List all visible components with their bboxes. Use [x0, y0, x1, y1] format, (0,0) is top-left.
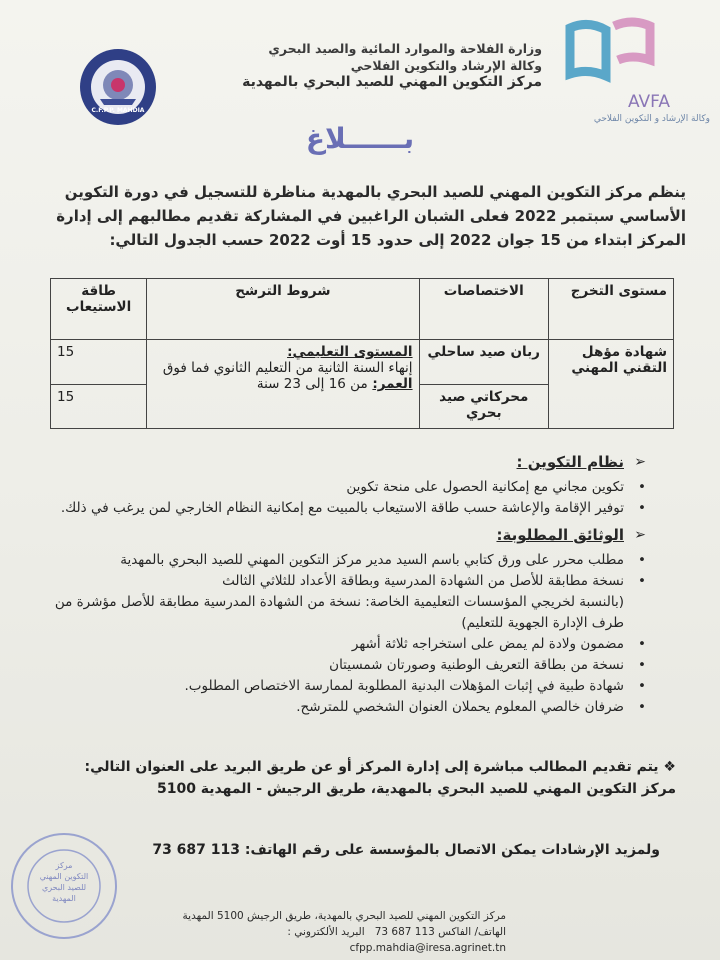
- stamp-line: التكوين المهني: [39, 872, 89, 881]
- header-conditions: شروط الترشح: [147, 279, 419, 340]
- stamp-line: للصيد البحري: [41, 883, 87, 892]
- ministry-name: وزارة الفلاحة والموارد المائية والصيد البحري: [268, 41, 542, 56]
- capacity-item: 15: [57, 344, 75, 360]
- list-item: • شهادة طبية في إثبات المؤهلات البدنية المطلوبة لممارسة الاختصاص المطلوب.: [184, 678, 646, 694]
- edu-label: المستوى التعليمي:: [287, 344, 413, 360]
- contact-line: [60, 842, 660, 858]
- header-capacity: طاقة الاستيعاب: [51, 279, 147, 340]
- list-item: • مضمون ولادة لم يمض على استخراجه ثلاثة أشهر: [351, 636, 646, 652]
- list-item: • توفير الإقامة والإعاشة حسب طاقة الاستيعاب بالمبيت مع إمكانية النظام الخارجي لمن يرغب في ذلك.: [60, 500, 646, 516]
- cell-conditions: [147, 340, 419, 429]
- footer-email: cfpp.mahdia@iresa.agrinet.tn: [349, 942, 506, 954]
- footer-contacts: [176, 924, 506, 956]
- capacity-item: 15: [51, 384, 146, 428]
- documents-section-title: ➢ الوثائق المطلوبة:: [496, 526, 646, 544]
- cell-specialties: [419, 340, 548, 429]
- training-section-title: ➢ نظام التكوين :: [516, 453, 646, 471]
- stamp-line: المهدية: [52, 894, 76, 903]
- arrow-icon: ➢: [634, 454, 646, 470]
- avfa-logo-subtitle: وكالة الإرشاد و التكوين الفلاحي: [593, 114, 710, 124]
- center-name: مركز التكوين المهني للصيد البحري بالمهدية: [242, 74, 542, 90]
- avfa-logo: [540, 14, 710, 129]
- programs-table: [50, 278, 674, 429]
- cell-level: شهادة مؤهل التقني المهني: [548, 340, 673, 429]
- list-item: • تكوين مجاني مع إمكانية الحصول على منحة تكوين: [346, 479, 646, 495]
- documents-list: [24, 550, 646, 718]
- agency-name: وكالة الإرشاد والتكوين الفلاحي: [350, 58, 542, 73]
- submission-block: [36, 756, 676, 800]
- edu-value: إنهاء السنة الثانية من التعليم الثانوي فما فوق: [162, 360, 413, 376]
- stamp-line: مركز: [55, 861, 73, 870]
- footer: [176, 908, 506, 956]
- specialty-item: محركاتي صيد بحري: [420, 384, 548, 428]
- contact-phone: 73 687 113: [152, 842, 241, 858]
- documents-note: (بالنسبة لخريجي المؤسسات التعليمية الخاصة: نسخة من الشهادة المدرسية مطابقة للأصل مؤشرة من طرف الإدارة الجهوية للتعليم): [54, 594, 624, 631]
- contact-label: ولمزيد الإرشادات يمكن الاتصال بالمؤسسة على رقم الهاتف:: [244, 842, 660, 858]
- diamond-icon: ❖: [658, 759, 676, 775]
- submission-line: ❖ يتم تقديم المطالب مباشرة إلى إدارة المركز أو عن طريق البريد على العنوان التالي:: [84, 759, 676, 775]
- list-item: • نسخة من بطاقة التعريف الوطنية وصورتان شمسيتان: [329, 657, 646, 673]
- intro-paragraph: ينظم مركز التكوين المهني للصيد البحري بالمهدية مناظرة للتسجيل في دورة التكوين الأساسي سبتمبر 2022 فعلى الشبان الراغبين في المشاركة تقديم مطالبهم إلى إدارة المركز ابتداء من 15 جوان 2022 إلى حدود 15 أوت 2022 حسب الجدول التالي:: [56, 183, 686, 249]
- table-header-row: [51, 279, 674, 340]
- table-row: [51, 340, 674, 429]
- seal-caption: C.F.P.P. MAHDIA: [91, 107, 145, 114]
- arrow-icon: ➢: [634, 527, 646, 543]
- body-sections: [24, 452, 646, 724]
- list-item: • نسخة مطابقة للأصل من الشهادة المدرسية وبطاقة الأعداد للثلاثي الثالث: [222, 573, 646, 589]
- submission-address: مركز التكوين المهني للصيد البحري بالمهدية، طريق الرجيش - المهدية 5100: [156, 781, 676, 797]
- header-level: مستوى التخرج: [548, 279, 673, 340]
- header-specialties: الاختصاصات: [419, 279, 548, 340]
- specialty-item: ربان صيد ساحلي: [427, 344, 540, 360]
- age-value: من 16 إلى 23 سنة: [256, 376, 368, 392]
- age-label: العمر:: [372, 376, 413, 392]
- footer-phone-label: الهاتف/ الفاكس: [438, 926, 506, 938]
- avfa-logo-text: AVFA: [627, 92, 670, 112]
- page-title: بــــــلاغ: [305, 122, 415, 155]
- footer-address: مركز التكوين المهني للصيد البحري بالمهدية، طريق الرجيش 5100 المهدية: [182, 910, 506, 922]
- header-block: [242, 40, 542, 91]
- bottom-stamp: [8, 830, 120, 942]
- list-item: • ضرفان خالصي المعلوم يحملان العنوان الشخصي للمترشح.: [296, 699, 646, 715]
- center-seal-logo: [78, 47, 158, 127]
- footer-phone: 73 687 113: [374, 926, 435, 938]
- list-item: • مطلب محرر على ورق كتابي باسم السيد مدير مركز التكوين المهني للصيد البحري بالمهدية: [120, 552, 646, 568]
- training-list: [24, 477, 646, 519]
- cell-capacity: [51, 340, 147, 429]
- footer-email-label: البريد الألكتروني :: [287, 926, 365, 938]
